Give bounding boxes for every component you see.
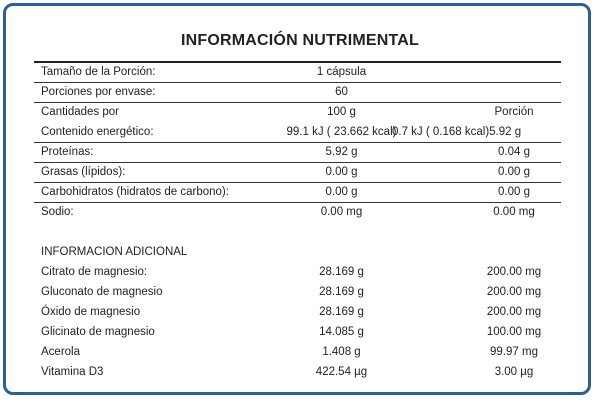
nutrient-portion-value: 0.00 g [498, 166, 530, 178]
energy-row [34, 122, 561, 142]
energy-100g-value: 99.1 kJ ( 23.662 kcal) [286, 126, 397, 138]
additional-portion-value: 99.97 mg [490, 346, 538, 358]
additional-info-heading: INFORMACION ADICIONAL [41, 246, 188, 258]
servings-per-container-row [34, 82, 561, 102]
additional-100g-value: 14.085 g [319, 326, 364, 338]
servings-per-container-value: 60 [335, 86, 348, 98]
amounts-header-label: Cantidades por [41, 106, 119, 118]
serving-size-label: Tamaño de la Porción: [41, 66, 156, 78]
additional-100g-value: 1.408 g [322, 346, 361, 358]
additional-row [34, 342, 561, 362]
label-title: INFORMACIÓN NUTRIMENTAL [180, 32, 420, 49]
additional-label: Acerola [41, 346, 80, 358]
additional-label: Óxido de magnesio [41, 306, 141, 318]
additional-portion-value: 200.00 mg [486, 266, 542, 278]
nutrient-row [34, 162, 561, 182]
nutrient-100g-value: 0.00 mg [320, 206, 363, 218]
column-header-portion: Porción [494, 106, 534, 118]
nutrient-portion-value: 0.00 g [498, 186, 530, 198]
column-header-100g: 100 g [327, 106, 356, 118]
energy-label: Contenido energético: [41, 126, 154, 138]
additional-label: Vitamina D3 [41, 366, 104, 378]
additional-100g-value: 28.169 g [319, 286, 364, 298]
additional-row [34, 302, 561, 322]
additional-portion-value: 200.00 mg [486, 286, 542, 298]
nutrient-100g-value: 0.00 g [325, 186, 358, 198]
additional-row [34, 322, 561, 342]
additional-info-heading-row [34, 242, 561, 262]
serving-size-row [34, 62, 561, 82]
additional-row [34, 282, 561, 302]
additional-label: Citrato de magnesio: [41, 266, 148, 278]
nutrient-100g-value: 0.00 g [325, 166, 358, 178]
nutrient-100g-value: 5.92 g [325, 146, 358, 158]
nutrient-portion-value: 0.04 g [498, 146, 530, 158]
amounts-header-row [34, 102, 561, 122]
nutrient-label: Grasas (lípidos): [41, 166, 126, 178]
additional-label: Glicinato de magnesio [41, 326, 155, 338]
serving-size-value: 1 cápsula [316, 66, 367, 78]
additional-100g-value: 28.169 g [319, 266, 364, 278]
additional-portion-value: 200.00 mg [486, 306, 542, 318]
nutrient-portion-value: 0.00 mg [493, 206, 535, 218]
additional-row [34, 362, 561, 382]
additional-label: Gluconato de magnesio [41, 286, 163, 298]
nutrient-row [34, 202, 561, 222]
nutrient-row [34, 142, 561, 162]
nutrient-row [34, 182, 561, 202]
additional-100g-value: 422.54 µg [315, 366, 368, 378]
additional-100g-value: 28.169 g [319, 306, 364, 318]
additional-portion-value: 100.00 mg [486, 326, 542, 338]
additional-portion-value: 3.00 µg [494, 366, 534, 378]
servings-per-container-label: Porciones por envase: [41, 86, 156, 98]
nutrient-label: Proteínas: [41, 146, 94, 158]
nutrient-label: Carbohidratos (hidratos de carbono): [41, 186, 229, 198]
energy-portion-value: 0.7 kJ ( 0.168 kcal)5.92 g [392, 126, 522, 138]
nutrient-label: Sodio: [41, 206, 74, 218]
additional-row [34, 262, 561, 282]
